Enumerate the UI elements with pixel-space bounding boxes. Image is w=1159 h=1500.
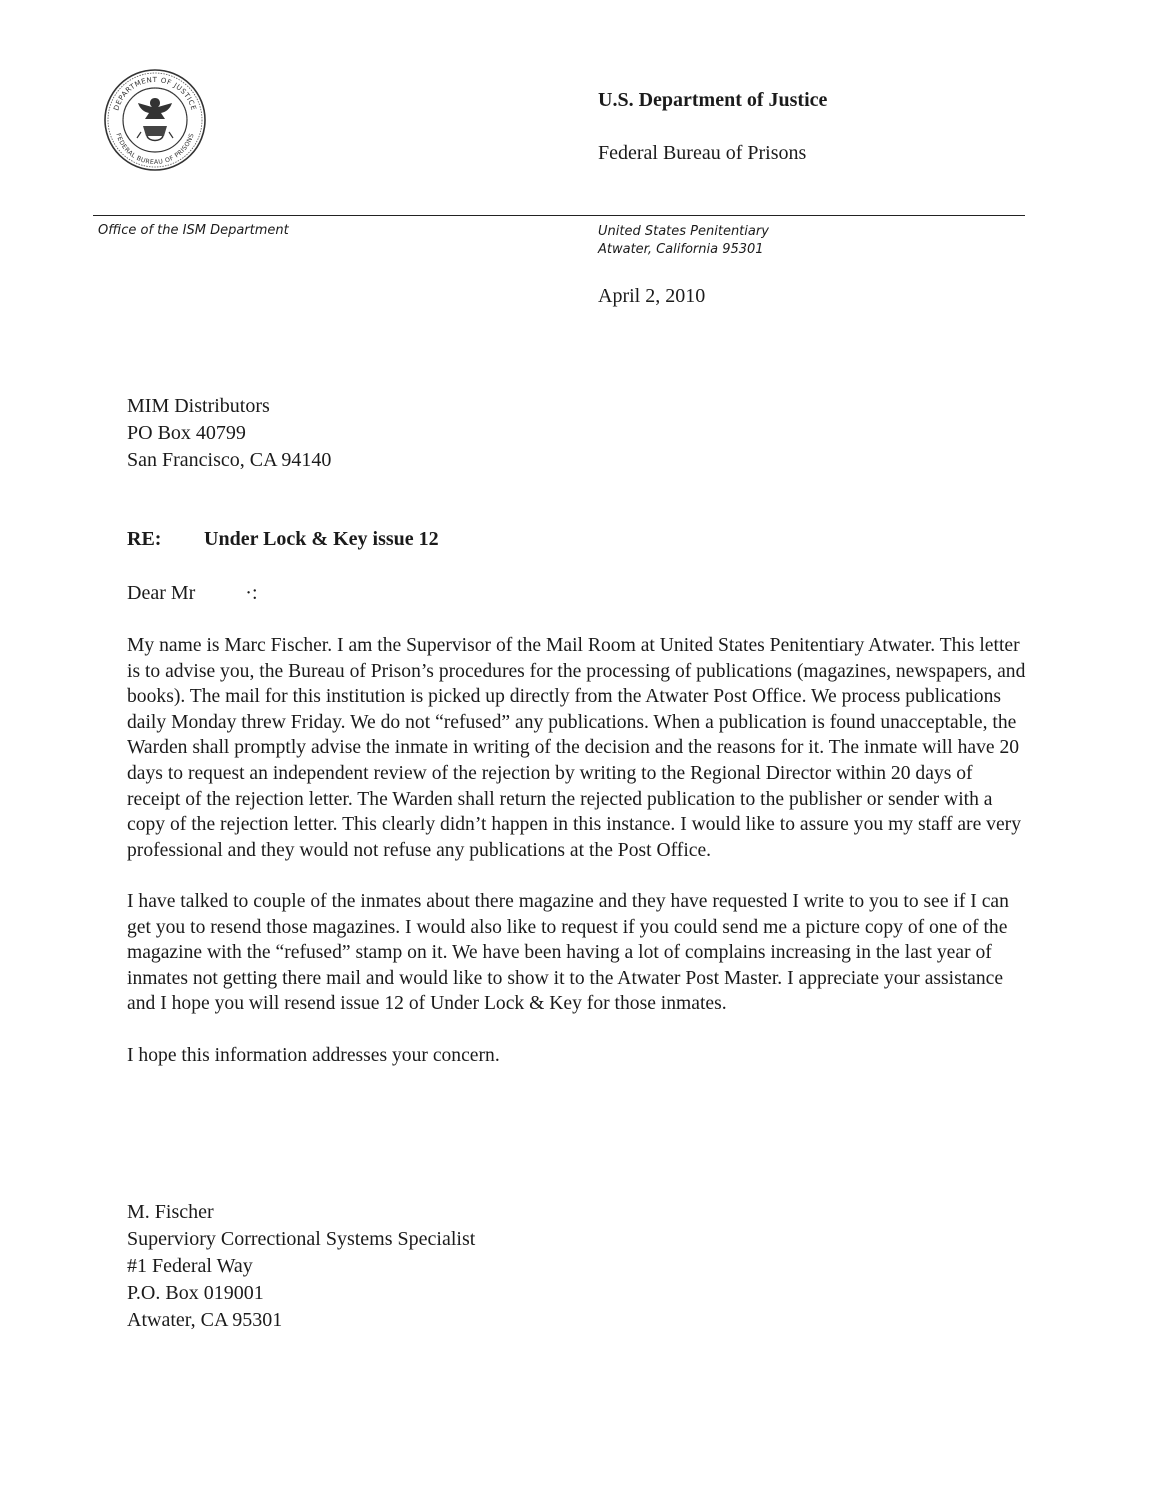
signature-line: P.O. Box 019001 bbox=[127, 1282, 264, 1304]
body-paragraph: I have talked to couple of the inmates about there magazine and they have requested I write to you to see if I can get you to resend those magazines. I would also like to request if you could send me a picture copy of one of the magazine with the “refused” stamp on it. We have been having a lot of complains increasing in the last year of inmates not getting there mail and would like to show it to the Atwater Post Master. I appreciate your assistance and I hope you will resend issue 12 of Under Lock & Key for those inmates. bbox=[127, 890, 1009, 1015]
subject-label: RE: bbox=[127, 528, 162, 550]
letterhead-divider bbox=[93, 215, 1025, 216]
address-line: MIM Distributors bbox=[127, 395, 270, 417]
seal-ring-bottom-text: FEDERAL BUREAU OF PRISONS bbox=[114, 132, 196, 167]
letter-body bbox=[127, 633, 1027, 1094]
subject-text: Under Lock & Key issue 12 bbox=[204, 528, 439, 550]
signature-line: #1 Federal Way bbox=[127, 1255, 253, 1277]
address-line: PO Box 40799 bbox=[127, 422, 246, 444]
office-name: Office of the ISM Department bbox=[98, 223, 289, 238]
bureau-name: Federal Bureau of Prisons bbox=[598, 142, 807, 164]
location-line: United States Penitentiary bbox=[598, 224, 769, 239]
seal-ring-top-text: DEPARTMENT OF JUSTICE bbox=[112, 75, 198, 112]
agency-name: U.S. Department of Justice bbox=[598, 89, 828, 111]
body-paragraph: My name is Marc Fischer. I am the Supervisor of the Mail Room at United States Penitentiary Atwater. This letter is to advise you, the Bureau of Prison’s procedures for the processing of publications (magazines, newspapers, and books). The mail for this institution is picked up directly from the Atwater Post Office. We process publications daily Monday threw Friday. We do not “refused” any publications. When a publication is found unacceptable, the Warden shall promptly advise the inmate in writing of the decision and the reasons for it. The inmate will have 20 days to request an independent review of the rejection by writing to the Regional Director within 20 days of receipt of the rejection letter. The Warden shall return the rejected publication to the publisher or sender with a copy of the rejection letter. This clearly didn’t happen in this instance. I would like to assure you my staff are very professional and they would not refuse any publications at the Post Office. bbox=[127, 635, 1026, 861]
signature-block bbox=[127, 1199, 475, 1334]
address-line: San Francisco, CA 94140 bbox=[127, 449, 332, 471]
letter-date: April 2, 2010 bbox=[598, 285, 706, 307]
location-line: Atwater, California 95301 bbox=[598, 242, 764, 257]
signature-line: Atwater, CA 95301 bbox=[127, 1309, 283, 1331]
doj-seal-icon bbox=[103, 68, 207, 172]
signature-line: M. Fischer bbox=[127, 1201, 214, 1223]
subject-line bbox=[127, 528, 439, 551]
office-location bbox=[598, 223, 769, 259]
recipient-address bbox=[127, 393, 331, 474]
body-paragraph: I hope this information addresses your concern. bbox=[127, 1044, 500, 1066]
salutation: Dear Mr ·: bbox=[127, 582, 258, 604]
signature-line: Superviory Correctional Systems Specialist bbox=[127, 1228, 476, 1250]
